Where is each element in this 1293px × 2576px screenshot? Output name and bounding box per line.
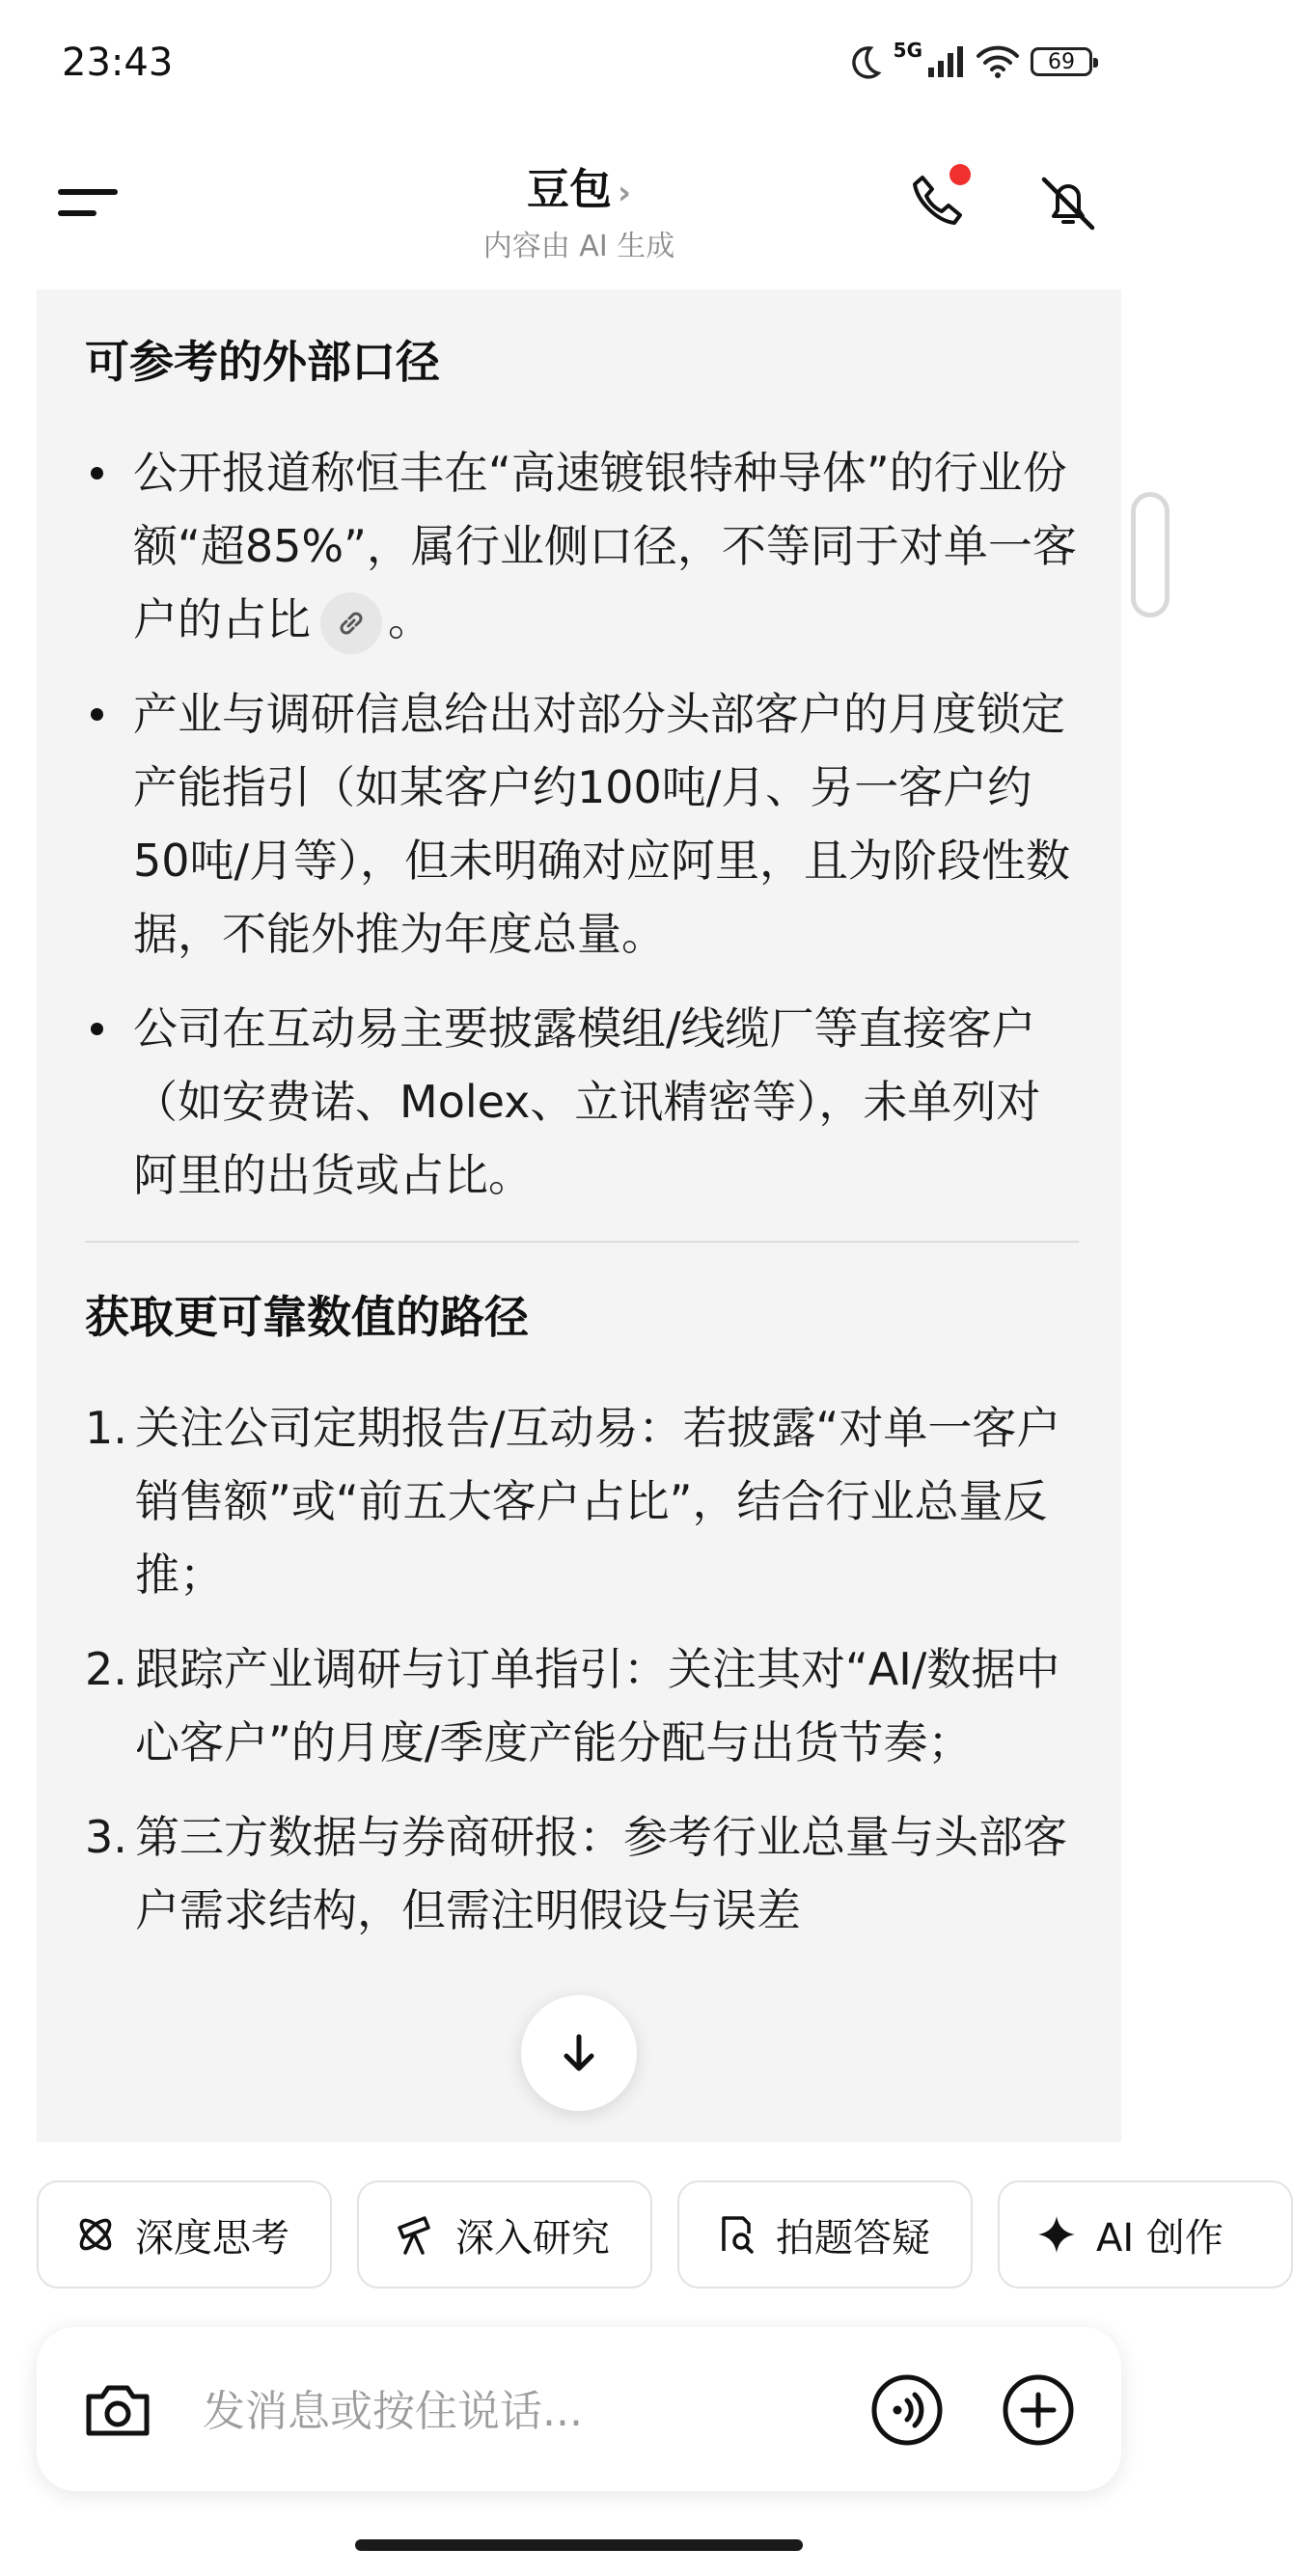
bot-name: 豆包 xyxy=(526,165,612,214)
message-content xyxy=(85,328,1079,1968)
plus-icon xyxy=(1000,2371,1077,2449)
bot-title[interactable] xyxy=(0,154,1158,216)
side-drawer-handle[interactable] xyxy=(1131,492,1169,617)
wifi-icon xyxy=(975,42,1021,81)
chat-header xyxy=(0,135,1158,270)
chip-photo-qa[interactable] xyxy=(677,2180,973,2288)
list-item: 产业与调研信息给出对部分头部客户的月度锁定产能指引（如某客户约100吨/月、另一客户约50吨/月等），但未明确对应阿里，且为阶段性数据，不能外推为年度总量。 xyxy=(85,677,1079,971)
arrow-down-icon xyxy=(555,2029,603,2077)
chip-label: 拍题答疑 xyxy=(776,2215,930,2261)
add-attachment-button[interactable] xyxy=(1000,2371,1077,2449)
camera-icon xyxy=(81,2373,154,2447)
status-icons xyxy=(845,39,1092,85)
home-indicator[interactable] xyxy=(355,2539,803,2551)
network-label: 5G xyxy=(893,39,922,62)
telescope-icon xyxy=(394,2212,438,2257)
chip-deep-think[interactable] xyxy=(37,2180,332,2288)
paths-list xyxy=(85,1391,1079,1947)
doc-search-icon xyxy=(714,2212,758,2257)
sparkle-icon xyxy=(1034,2212,1079,2257)
status-time: 23:43 xyxy=(62,41,174,85)
source-link-button[interactable] xyxy=(320,592,382,654)
link-icon xyxy=(335,607,368,640)
section-heading-external: 可参考的外部口径 xyxy=(85,336,440,388)
message-input[interactable] xyxy=(201,2375,745,2447)
scroll-to-bottom-button[interactable] xyxy=(521,1995,637,2111)
list-item: 公司在互动易主要披露模组/线缆厂等直接客户（如安费诺、Molex、立讯精密等），未单列对阿里的出货或占比。 xyxy=(85,992,1079,1212)
battery-level: 69 xyxy=(1048,49,1075,74)
voice-call-button[interactable] xyxy=(868,2371,946,2449)
external-bullets xyxy=(85,436,1079,1212)
ai-disclaimer: 内容由 AI 生成 xyxy=(482,230,675,263)
battery-indicator xyxy=(1031,47,1092,76)
chip-label: AI 创作 xyxy=(1096,2215,1224,2261)
list-item: 3. 第三方数据与券商研报：参考行业总量与头部客户需求结构，但需注明假设与误差 xyxy=(85,1811,1067,1936)
message-input-bar xyxy=(37,2327,1121,2491)
mute-button[interactable] xyxy=(1036,172,1100,235)
notification-dot xyxy=(949,164,971,185)
chip-label: 深入研究 xyxy=(455,2215,610,2261)
ai-message-card xyxy=(37,289,1121,2142)
atom-icon xyxy=(73,2212,118,2257)
feature-chips xyxy=(37,2180,1224,2292)
signal-icon xyxy=(926,44,965,79)
chevron-right-icon: › xyxy=(617,174,631,212)
chat-title-block[interactable] xyxy=(0,154,1158,264)
section-heading-paths: 获取更可靠数值的路径 xyxy=(85,1291,529,1343)
list-item: 1. 关注公司定期报告/互动易：若披露“对单一客户销售额”或“前五大客户占比”，结合行业总量反推； xyxy=(85,1402,1061,1601)
mute-icon xyxy=(1036,172,1100,235)
section-divider xyxy=(85,1241,1079,1243)
chip-ai-create[interactable] xyxy=(998,2180,1293,2288)
call-button[interactable] xyxy=(905,170,969,233)
status-bar xyxy=(0,0,1158,125)
voice-icon xyxy=(868,2371,946,2449)
list-item: 2. 跟踪产业调研与订单指引：关注其对“AI/数据中心客户”的月度/季度产能分配与出货节奏； xyxy=(85,1643,1060,1768)
list-item: 公开报道称恒丰在“高速镀银特种导体”的行业份额“超85%”，属行业侧口径，不等同于对单一客户的占比 。 xyxy=(85,436,1079,656)
chip-label: 深度思考 xyxy=(135,2215,289,2261)
moon-icon xyxy=(845,42,884,81)
camera-button[interactable] xyxy=(81,2373,154,2447)
chip-deep-research[interactable] xyxy=(357,2180,652,2288)
